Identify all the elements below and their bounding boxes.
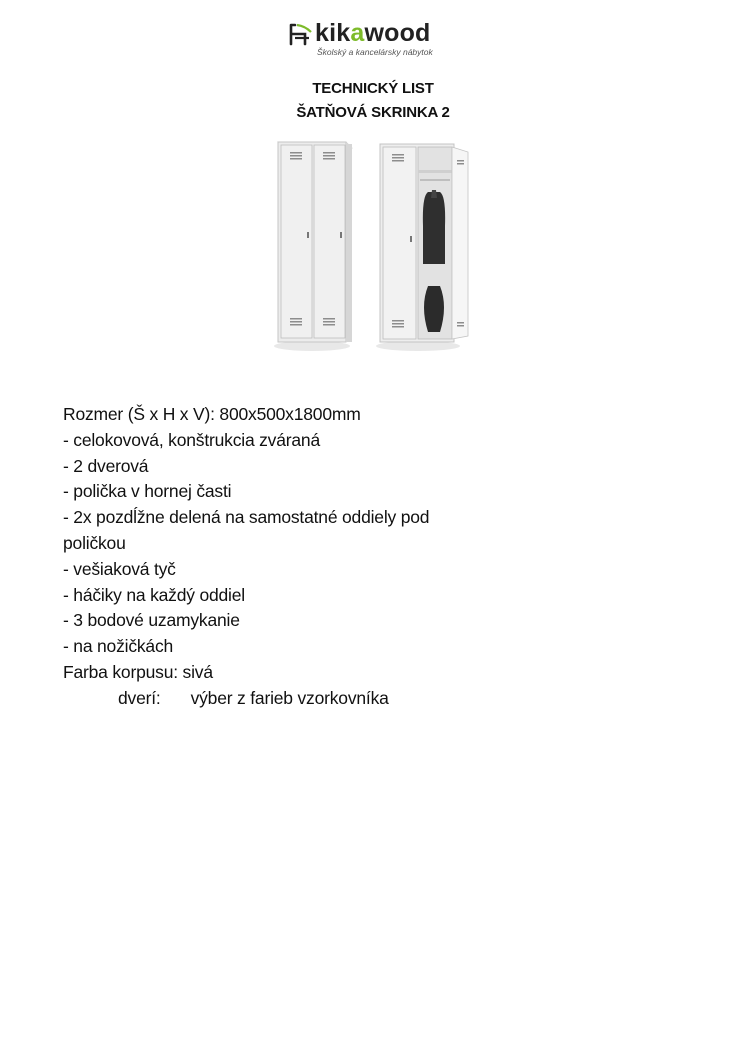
spec-size: Rozmer (Š x H x V): 800x500x1800mm	[63, 404, 361, 424]
spec-item: poličkou	[63, 532, 126, 553]
spec-list	[63, 402, 703, 712]
spec-item: - na nožičkách	[63, 636, 174, 657]
product-images	[270, 136, 480, 356]
locker-closed-image	[274, 142, 352, 351]
locker-open-image	[376, 144, 468, 351]
product-title: ŠATŇOVÁ SKRINKA 2	[296, 104, 450, 121]
spec-item: - 2 dverová	[63, 455, 149, 476]
spec-item: - vešiaková tyč	[63, 558, 176, 579]
brand-logo	[287, 18, 467, 62]
spec-item: - 3 bodové uzamykanie	[63, 610, 240, 631]
door-color-label: dverí:	[118, 687, 161, 708]
spec-item: - celokovová, konštrukcia zváraná	[63, 429, 320, 450]
spec-item: - háčiky na každý oddiel	[63, 584, 245, 605]
brand-name: kikawood	[315, 19, 431, 47]
chair-icon	[287, 22, 313, 48]
spec-item: - polička v hornej časti	[63, 481, 232, 502]
brand-tagline: Školský a kancelársky nábytok	[317, 47, 433, 57]
document-title: TECHNICKÝ LIST	[312, 80, 434, 97]
door-color-value: výber z farieb vzorkovníka	[190, 687, 389, 708]
spec-door-color	[63, 686, 703, 712]
spec-body-color: Farba korpusu: sivá	[63, 661, 213, 682]
spec-item: - 2x pozdĺžne delená na samostatné oddiely pod	[63, 507, 430, 528]
